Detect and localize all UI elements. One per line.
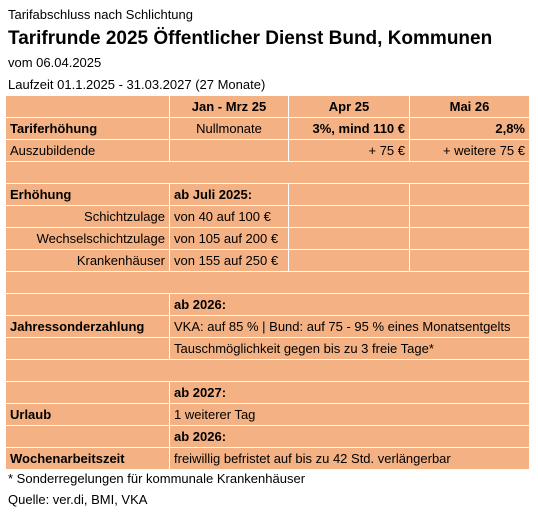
source-line: Quelle: ver.di, BMI, VKA <box>8 492 148 507</box>
date-line: vom 06.04.2025 <box>8 55 102 70</box>
row-label-auszubildende: Auszubildende <box>6 140 170 162</box>
erhoehung-heading: ab Juli 2025: <box>170 184 289 206</box>
spacer-row <box>6 162 530 184</box>
column-header-jan-mrz: Jan - Mrz 25 <box>170 96 289 118</box>
empty-cell <box>410 250 530 272</box>
empty-cell <box>289 206 410 228</box>
tarif-col3: 2,8% <box>410 118 530 140</box>
azubi-col1 <box>170 140 289 162</box>
krankenhaeuser-value: von 155 auf 250 € <box>170 250 289 272</box>
row-label-schichtzulage: Schichtzulage <box>6 206 170 228</box>
page-title: Tarifrunde 2025 Öffentlicher Dienst Bund, Kommunen <box>8 28 493 49</box>
agreement-table <box>6 96 530 494</box>
row-label-urlaub: Urlaub <box>6 404 170 426</box>
row-label-jahressonderzahlung: Jahressonderzahlung <box>6 316 170 338</box>
runtime-line: Laufzeit 01.1.2025 - 31.03.2027 (27 Monate) <box>8 77 266 92</box>
tarif-col1: Nullmonate <box>170 118 289 140</box>
jahressonder-heading: ab 2026: <box>170 294 530 316</box>
tarif-col2: 3%, mind 110 € <box>289 118 410 140</box>
row-label-tariferhoehung: Tariferhöhung <box>6 118 170 140</box>
column-header-apr: Apr 25 <box>289 96 410 118</box>
overline: Tarifabschluss nach Schlichtung <box>8 7 193 22</box>
empty-cell <box>410 228 530 250</box>
row-label-erhoehung: Erhöhung <box>6 184 170 206</box>
footnote: * Sonderregelungen für kommunale Krankenhäuser <box>8 471 306 486</box>
empty-cell <box>289 228 410 250</box>
urlaub-heading: ab 2027: <box>170 382 530 404</box>
empty-cell <box>6 294 170 316</box>
empty-cell <box>289 184 410 206</box>
row-label-wochenarbeitszeit: Wochenarbeitszeit <box>6 448 170 470</box>
woche-value: freiwillig befristet auf bis zu 42 Std. verlängerbar <box>170 448 530 470</box>
header-corner-cell <box>6 96 170 118</box>
empty-cell <box>6 382 170 404</box>
column-header-mai: Mai 26 <box>410 96 530 118</box>
azubi-col2: + 75 € <box>289 140 410 162</box>
empty-cell <box>289 250 410 272</box>
empty-cell <box>410 206 530 228</box>
schichtzulage-value: von 40 auf 100 € <box>170 206 289 228</box>
spacer-row <box>6 360 530 382</box>
spacer-row <box>6 272 530 294</box>
row-label-krankenhaeuser: Krankenhäuser <box>6 250 170 272</box>
urlaub-value: 1 weiterer Tag <box>170 404 530 426</box>
row-label-wechselschichtzulage: Wechselschichtzulage <box>6 228 170 250</box>
empty-cell <box>410 184 530 206</box>
empty-cell <box>6 338 170 360</box>
jahressonder-exchange: Tauschmöglichkeit gegen bis zu 3 freie Tage* <box>170 338 530 360</box>
azubi-col3: + weitere 75 € <box>410 140 530 162</box>
jahressonder-value: VKA: auf 85 % | Bund: auf 75 - 95 % eines Monatsentgelts <box>170 316 530 338</box>
empty-cell <box>6 426 170 448</box>
woche-heading: ab 2026: <box>170 426 530 448</box>
wechselschichtzulage-value: von 105 auf 200 € <box>170 228 289 250</box>
